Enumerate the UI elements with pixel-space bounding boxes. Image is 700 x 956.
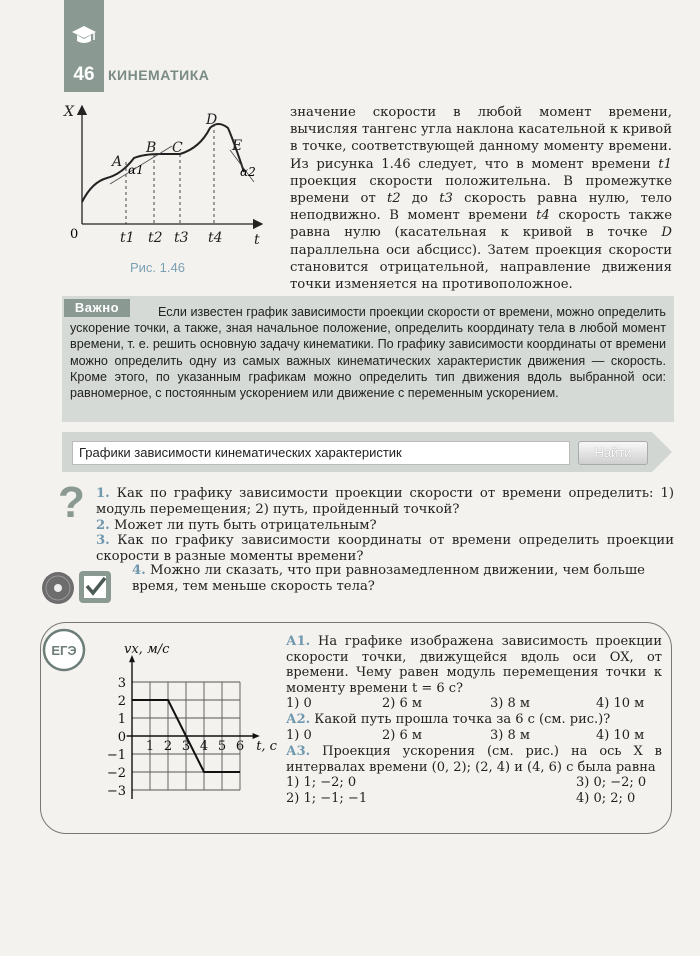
- tick-t2: t2: [148, 230, 163, 246]
- angle-alpha2: α2: [240, 165, 256, 179]
- y-tick-label: −1: [106, 748, 126, 763]
- option[interactable]: 3) 8 м: [490, 727, 530, 743]
- intro-text: скорость равна нулю, тело неподвижно. В момент времени: [290, 191, 672, 224]
- test-a3: [286, 744, 662, 775]
- test-a3-options-2: [286, 791, 662, 807]
- question-2: [96, 518, 674, 534]
- angle-alpha1: α1: [128, 163, 144, 177]
- x-t-curve: [82, 124, 244, 202]
- test-text: На графике изображена зависимость проекции скорости точки, движущейся вдоль оси OX, от времени. Чему равен модуль перемещения точки к моменту времени t = 6 с?: [286, 634, 662, 696]
- origin-label: 0: [70, 227, 79, 242]
- intro-text: параллельна оси абсцисс). Затем проекция скорости становится отрицательной, направление движения точки изменяется на противоположное.: [290, 242, 672, 293]
- option[interactable]: 4) 10 м: [596, 727, 645, 743]
- option[interactable]: 1) 0: [286, 696, 312, 712]
- test-a1-options: [286, 696, 662, 712]
- y-tick-label: −3: [106, 784, 126, 799]
- question-text: Может ли путь быть отрицательным?: [109, 517, 377, 533]
- option[interactable]: 1) 0: [286, 727, 312, 743]
- option[interactable]: 2) 6 м: [382, 727, 422, 743]
- test-a2: [286, 712, 662, 728]
- x-tick-label: 5: [217, 739, 227, 754]
- page-number: 46: [73, 64, 95, 85]
- option[interactable]: 3) 0; −2; 0: [576, 775, 647, 791]
- intro-t2: t2: [387, 191, 401, 207]
- x-tick-label: 6: [235, 739, 245, 754]
- option[interactable]: 1) 1; −2; 0: [286, 775, 357, 791]
- tick-t4: t4: [208, 230, 223, 246]
- checkbox-icon: [78, 570, 112, 604]
- point-c: C: [172, 140, 183, 156]
- intro-text: скорость также равна нулю (касательная к кривой в точке: [290, 208, 673, 241]
- important-text: Если известен график зависимости проекции скорости от времени, можно определить ускорение точки, а также, зная начальное положение, определить координату тела в любой момент времени, т. е. решить основную задачу кинематики. По графику зависимости координаты от времени можно определить одну из самых важных кинематических характеристик движения — скорость. Кроме этого, по указанным графикам можно определить тип движения вдоль выбранной оси: равномерное, с постоянным ускорением или движение с переменным ускорением.: [70, 305, 666, 401]
- test-number: А2.: [286, 712, 311, 728]
- question-mark-icon: ?: [58, 478, 85, 527]
- intro-paragraph: [290, 104, 672, 293]
- y-tick-label: 0: [117, 730, 126, 745]
- y-tick-label: −2: [106, 766, 126, 781]
- intro-text: до: [400, 191, 440, 207]
- intro-text: проекция скорости положительна. В промежутке времени от: [290, 173, 672, 207]
- search-bar-arrow: [652, 432, 672, 472]
- point-a: A: [112, 154, 123, 170]
- search-button[interactable]: Найти: [578, 441, 648, 465]
- x-tick-label: 1: [145, 739, 155, 754]
- question-text: Можно ли сказать, что при равнозамедленном движении, чем больше время, тем меньше скорость тела?: [132, 563, 645, 594]
- y-tick-label: 1: [117, 712, 126, 727]
- velocity-chart: [92, 634, 277, 818]
- y-tick-label: 2: [117, 694, 126, 709]
- question-number: 1.: [96, 486, 110, 501]
- y-tick-label: 3: [117, 676, 126, 691]
- ege-icon-text: ЕГЭ: [51, 643, 77, 658]
- intro-text: значение скорости в любой момент времени, вычисляя тангенс угла наклона касательной к кривой в точке, соответствующей данному моменту времени. Из рисунка 1.46 следует, что в момент времени: [290, 105, 672, 172]
- intro-t4: t4: [536, 208, 550, 224]
- test-questions: [286, 634, 662, 807]
- figure-caption: Рис. 1.46: [130, 260, 185, 275]
- option[interactable]: 2) 6 м: [382, 696, 422, 712]
- x-axis-label: t: [254, 232, 260, 248]
- figure-1-46: [62, 102, 272, 252]
- question-text: Как по графику зависимости координаты от времени определить проекции скорости в разные моменты времени?: [96, 533, 674, 565]
- disc-icon: [40, 570, 76, 606]
- chart-y-label: vx, м/с: [124, 642, 170, 658]
- test-number: А3.: [286, 743, 311, 759]
- test-a3-options: [286, 775, 662, 791]
- x-tick-label: 3: [181, 739, 191, 754]
- section-title: КИНЕМАТИКА: [108, 67, 210, 83]
- question-4: [132, 563, 672, 595]
- tick-t3: t3: [174, 230, 189, 246]
- option[interactable]: 4) 0; 2; 0: [576, 791, 636, 807]
- test-text: Проекция ускорения (см. рис.) на ось X в интервалах времени (0, 2); (2, 4) и (4, 6) с была равна: [286, 743, 662, 775]
- option[interactable]: 2) 1; −1; −1: [286, 791, 368, 807]
- intro-t1: t1: [658, 156, 672, 172]
- test-text: Какой путь прошла точка за 6 с (см. рис.)?: [310, 712, 611, 728]
- test-a1: [286, 634, 662, 696]
- questions-list: [96, 486, 674, 565]
- graduation-cap-icon: [70, 22, 98, 50]
- chart-x-label: t, с: [256, 739, 277, 754]
- point-e: E: [232, 138, 243, 154]
- option[interactable]: 4) 10 м: [596, 696, 645, 712]
- test-number: А1.: [286, 634, 311, 649]
- test-a2-options: [286, 728, 662, 744]
- intro-d: D: [661, 225, 672, 241]
- search-input[interactable]: Графики зависимости кинематических характеристик: [72, 441, 570, 465]
- y-axis-label: X: [64, 104, 74, 120]
- question-text: Как по графику зависимости проекции скорости от времени определить: 1) модуль перемещения; 2) путь, пройденный точкой?: [96, 486, 674, 517]
- question-3: [96, 533, 674, 565]
- tick-t1: t1: [120, 230, 135, 246]
- x-tick-label: 2: [163, 739, 173, 754]
- important-label: Важно: [64, 299, 130, 317]
- question-number: 4.: [132, 563, 146, 578]
- x-tick-label: 4: [199, 739, 209, 754]
- question-1: [96, 486, 674, 518]
- question-number: 3.: [96, 533, 110, 549]
- option[interactable]: 3) 8 м: [490, 696, 530, 712]
- intro-t3: t3: [439, 191, 453, 207]
- question-number: 2.: [96, 517, 110, 533]
- ege-icon: [42, 628, 86, 672]
- point-d: D: [206, 112, 218, 128]
- point-b: B: [146, 140, 157, 156]
